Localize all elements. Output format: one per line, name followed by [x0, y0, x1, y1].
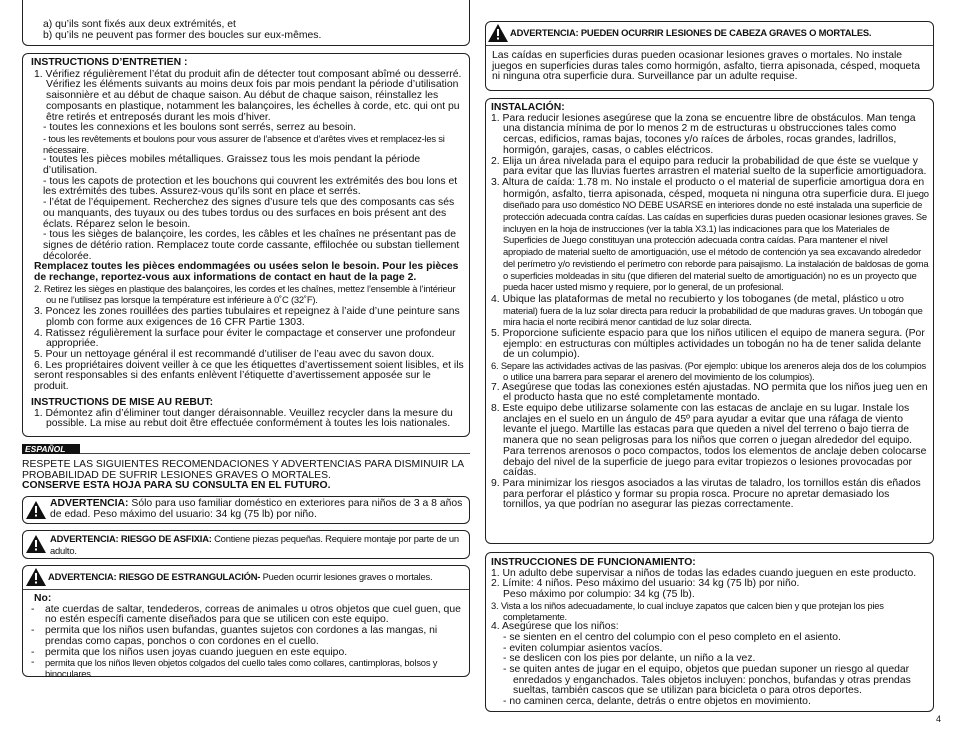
es-warning-head-injury-text: Las caídas en superficies duras pueden ocasionar lesiones graves o mortales. No instale juegos en superficies duras tales como hormigón, asfalto, tierra apisonada, césped, moqueta ni ninguna otra superficie dura. Surveillance par un adulte requise.: [492, 50, 920, 83]
fr-maintenance-item-4: 4. Ratissez régulièrement la surface pour éviter le compactage et conserver une profondeur appropriée.: [34, 327, 456, 350]
fr-maintenance-item-1: 1. Vérifiez régulièrement l’état du produit afin de détecter tout composant abîmé ou desserré. Vérifiez les éléments suivants au moins deux fois par mois pendant la période d’utilisation saisonnière et au début de chaque saison. Au début de chaque saison, réinstallez les composants en plastique, notamment les balançoires, les échelles à corde, etc. qui ont pu être retirés et entreposés durant les mois d’hiver.: [34, 68, 462, 123]
es-installation-item-5: 5. Proporcione suficiente espacio para que los niños utilicen el equipo de manera segura. (Por ejemplo: en estructuras con múltiples actividades un tobogán no ha de tener salida delante de un columpio).: [491, 328, 925, 361]
fr-maintenance-check-e: - l’état de l’équipement. Recherchez des signes d’usure tels que des composants cas sés ou manquants, des tuyaux ou des tubes tordus ou des surfaces en bois présent ant des éclats. Réparez selon le besoin.: [43, 197, 455, 230]
es-no-item: - permita que los niños usen joyas cuando jueguen en este equipo.: [31, 648, 465, 659]
es-warning-strangulation-text: Pueden ocurrir lesiones graves o mortales.: [260, 570, 433, 582]
es-installation-item-3: [491, 178, 929, 294]
es-operation-item-3: 3. Vista a los niños adecuadamente, lo cual incluye zapatos que calcen bien y que protejan los pies completamente.: [491, 599, 884, 622]
page-number: 4: [936, 714, 942, 724]
fr-maintenance-check-d: - tous les capots de protection et les bouchons qui couvrent les extrémités des bou lons et les extrémités des tubes. Assurez-vous qu’ils sont en place et serrés.: [43, 175, 458, 198]
es-installation-item-4-sun: u otro material) fuera de la luz solar directa para reducir la probabilidad de que maduras graves. Un tobogán que mira hacia el norte recibirá menor cantidad de luz solar directa.: [503, 292, 923, 328]
es-warning-head-injury-label: ADVERTENCIA: PUEDEN OCURRIR LESIONES DE CABEZA GRAVES O MORTALES.: [510, 26, 872, 38]
es-no-item: - permita que los niños usen bufandas, guantes sujetos con cordones a las mangas, ni prendas como capas, ponchos o con cordones en el cuello.: [31, 626, 465, 647]
warning-triangle-icon: [26, 568, 46, 586]
es-operation-title: INSTRUCCIONES DE FUNCIONAMIENTO:: [491, 557, 696, 568]
es-warning-strangulation-label: ADVERTENCIA: RIESGO DE ESTRANGULACIÓN-: [48, 570, 261, 582]
es-no-item-text: ate cuerdas de saltar, tendederos, correas de animales u otros objetos que cuel guen, que no estén específi camente diseñados para que se utilicen con este equipo.: [45, 603, 461, 626]
es-installation-item-9: 9. Para minimizar los riesgos asociados a las virutas de taladro, los tornillos están dis eñados para perforar el plástico y formar su propia rosca. Procure no apretar demasiado los tornillos, ya que podrían no asegurar las piezas correctamente.: [491, 477, 921, 511]
fr-disposal-title: INSTRUCTIONS DE MISE AU REBUT:: [31, 396, 214, 408]
es-installation-item-3-text: 3. Altura de caída: 1.78 m. No instale el producto o el material de superficie amortigua dora en hormigón, asfalto, tierra apisonada, césped, moqueta ni ninguna otra superficie dura.: [491, 176, 925, 200]
es-language-rule: [80, 453, 470, 454]
es-no-item: - permita que los niños lleven objetos colgados del cuello tales como collares, cantimploras, bolsos y binoculares.: [31, 658, 465, 679]
es-warning-strangulation-head: [26, 568, 466, 586]
es-warning-choking-label: ADVERTENCIA: RIESGO DE ASFIXIA:: [50, 533, 212, 544]
es-intro-keep: CONSERVE ESTA HOJA PARA SU CONSULTA EN EL FUTURO.: [22, 480, 331, 492]
fr-maintenance-item-6: 6. Les propriétaires doivent veiller à ce que les étiquettes d’avertissement soient lisibles, et ils seront responsables si des enfants enlèvent l’étiquette d’avertissement apposée sur le produit.: [34, 359, 464, 393]
es-installation-item-8: 8. Este equipo debe utilizarse solamente con las estacas de anclaje en su lugar. Instale los anclajes en el suelo en un ángulo de 45º para ayudar a evitar que una ráfaga de viento levante el juego. Martille las estacas para que queden a nivel del terreno o bajo tierra de manera que no sean peligrosas para los niños que corren o juegan alrededor del equipo. Para terrenos arenosos o poco compactos, todos los elementos de anclaje deben colocarse debajo del nivel de la superficie de juego para evitar tropiezos o lesiones provocadas por caídas.: [491, 402, 927, 479]
warning-triangle-icon: [26, 501, 46, 521]
es-installation-content: [491, 103, 929, 511]
fr-maintenance-check-a: - toutes les connexions et les boulons sont serrés, serrez au besoin.: [43, 122, 357, 134]
es-no-item-text: permita que los niños usen joyas cuando jueguen en este equipo.: [45, 646, 348, 658]
es-no-item: - ate cuerdas de saltar, tendederos, correas de animales u otros objetos que cuel guen, que no estén específi camente diseñados para que se utilicen con este equipo.: [31, 605, 465, 626]
es-no-title: No:: [34, 593, 52, 604]
warning-triangle-icon: [488, 24, 508, 42]
es-warning-choking-text: Contiene piezas pequeñas. Requiere montaje por parte de un adulto.: [50, 533, 459, 556]
es-installation-item-1: 1. Para reducir lesiones asegúrese que la zona se encuentre libre de obstáculos. Man tenga una distancia mínima de por lo menos 2 m de estructuras u obstrucciones tales como cercas, edificios, ramas bajas, tocones y/o raíces de árboles, rocas grandes, ladrillos, hormigón, garajes, casas, o cables eléctricos.: [491, 112, 916, 156]
es-warning-head-injury-body: [492, 51, 928, 83]
es-no-item-text: permita que los niños usen bufandas, guantes sujetos con cordones a las mangas, ni prendas como capas, ponchos o con cordones en el cuello.: [45, 625, 438, 647]
es-warning-use-label: ADVERTENCIA:: [50, 498, 129, 509]
fr-maintenance-item-2: [34, 284, 465, 307]
fr-cord-item-a: a) qu’ils sont fixés aux deux extrémités, et: [43, 19, 236, 30]
es-warning-strangulation-rule: [23, 589, 469, 590]
es-installation-item-3-indoor: El juego diseñado para uso doméstico NO DEBE USARSE en interiores donde no esté instalada una superficie de protección adecuada contra caídas. Las caídas en superficies duras pueden ocasionar lesiones graves. Se incluyen en la hoja de instrucciones (ver la tabla X3.1) las indicaciones para que los Materiales de Superficies de Juego constituyan una protección adecuada contra caídas. Para mantener el nivel apropiado de material suelto de amortiguación, use el método de contención ya sea excavando alrededor del perímetro y/o revistiendo el perímetro con reborde para paisajismo. La instalación de baldosas de goma o superficies moldeadas in situ (que difieren del material suelto de amortiguación) no es un proyecto que pueda hacer usted mismo y requiere, por lo general, de un profesional.: [503, 187, 929, 293]
es-operation-item-4: 4. Asegúrese que los niños:: [491, 621, 619, 633]
fr-maintenance-check-f: - tous les sièges de balançoire, les cordes, les câbles et les chaînes ne présentant pas de signes de détério ration. Remplacez toute corde cassante, effilochée ou substan tiellement décolorée.: [43, 229, 460, 262]
fr-maintenance-check-b: - tous les revêtements et boulons pour vous assurer de l’absence et d’arêtes vives et remplacez-les si nécessaire.: [43, 132, 445, 155]
es-no-list: [31, 594, 465, 680]
fr-maintenance-content: [31, 58, 465, 430]
es-warning-use: [26, 499, 466, 521]
es-operation-child-rule: - se quiten antes de jugar en el equipo, objetos que puedan suponer un riesgo al quedar enredados y enganchados. Tales objetos incluyen: ponchos, bufandas y otras prendas sueltas, también cascos que se utilizan para bicicleta o para otros deportes.: [503, 664, 911, 697]
es-operation-item-2-swing: Peso máximo por columpio: 34 kg (75 lb).: [503, 589, 695, 601]
fr-maintenance-check-c: - toutes les pièces mobiles métalliques. Graissez tous les mois pendant la période d’utilisation.: [43, 154, 421, 177]
fr-maintenance-replace-notice: Remplacez toutes les pièces endommagées ou usées selon le besoin. Pour les pièces de rechange, reportez-vous aux informations de contact en haut de la page 2.: [34, 261, 459, 284]
es-intro: [22, 460, 468, 492]
es-installation-item-7: 7. Asegúrese que todas las conexiones estén ajustadas. NO permita que los niños jueg uen en el producto hasta que no esté completamente montado.: [491, 381, 928, 404]
es-operation-child-rule: - se deslicen con los pies por delante, un niño a la vez.: [503, 653, 756, 665]
fr-cord-item-b: b) qu’ils ne peuvent pas former des boucles sur eux-mêmes.: [43, 29, 322, 41]
es-operation-child-rule: - no caminen cerca, delante, detrás o entre objetos en movimiento.: [503, 696, 811, 708]
es-operation-child-rule: - se sienten en el centro del columpio con el peso completo en el asiento.: [503, 631, 841, 643]
es-operation-item-1: 1. Un adulto debe supervisar a niños de todas las edades cuando jueguen en este producto.: [491, 567, 917, 579]
es-warning-head-injury-head: [488, 24, 928, 42]
es-intro-text: RESPETE LAS SIGUIENTES RECOMENDACIONES Y ADVERTENCIAS PARA DISMINUIR LA PROBABILIDAD DE SUFRIR LESIONES GRAVES O MORTALES.: [22, 459, 464, 481]
es-operation-item-2: 2. Límite: 4 niños. Peso máximo del usuario: 34 kg (75 lb) por niño.: [491, 578, 800, 590]
fr-maintenance-item-3: 3. Poncez les zones rouillées des parties tubulaires et repeignez à l’aide d’une peinture sans plomb con forme aux exigences de 16 CFR Partie 1303.: [34, 306, 460, 328]
es-language-tag: ESPAÑOL: [22, 444, 80, 454]
es-installation-item-6: 6. Separe las actividades activas de las pasivas. (Por ejemplo: ubique los areneros aleja dos de los columpios o utilice una barrera para separar el arenero del movimiento de los columpios).: [491, 360, 927, 382]
fr-disposal-item-1: 1. Démontez afin d’éliminer tout danger déraisonnable. Veuillez recycler dans la mesure du possible. La mise au rebut doit être effectuée conformément à toutes les lois nationales.: [34, 407, 453, 430]
es-no-item-text: permita que los niños lleven objetos colgados del cuello tales como collares, cantimploras, bolsos y binoculares.: [45, 657, 438, 679]
es-operation-child-rule: - eviten columpiar asientos vacíos.: [503, 642, 663, 654]
es-warning-choking: [26, 534, 466, 557]
es-installation-title: INSTALACIÓN:: [491, 102, 565, 113]
fr-maintenance-item-2-text: 2. Retirez les sièges en plastique des balançoires, les cordes et les chaînes, mettez l’ensemble à l’intérieur ou ne l’utilisez pas lorsque la température est inférieure à 0˚C (32˚F).: [34, 282, 456, 306]
es-installation-item-2: 2. Elija un área nivelada para el equipo para reducir la probabilidad de que éste se vuelque y para evitar que las lluvias fuertes arrastren el material suelto de la superficie amortiguadora.: [491, 155, 927, 178]
es-warning-use-text: Sólo para uso familiar doméstico en exteriores para niños de 3 a 8 años de edad. Peso máximo del usuario: 34 kg (75 lb) por niño.: [50, 498, 463, 520]
es-operation-content: [491, 558, 929, 708]
fr-maintenance-title: INSTRUCTIONS D’ENTRETIEN :: [31, 57, 188, 68]
fr-maintenance-item-5: 5. Pour un nettoyage général il est recommandé d’utiliser de l’eau avec du savon doux.: [34, 348, 435, 360]
es-installation-item-4-text: 4. Ubique las plataformas de metal no recubierto y los toboganes (de metal, plástico: [491, 293, 881, 305]
warning-triangle-icon: [26, 535, 46, 555]
es-installation-item-4: [491, 294, 929, 329]
fr-cord-list: [43, 20, 463, 41]
es-warning-head-injury-rule: [486, 45, 933, 46]
